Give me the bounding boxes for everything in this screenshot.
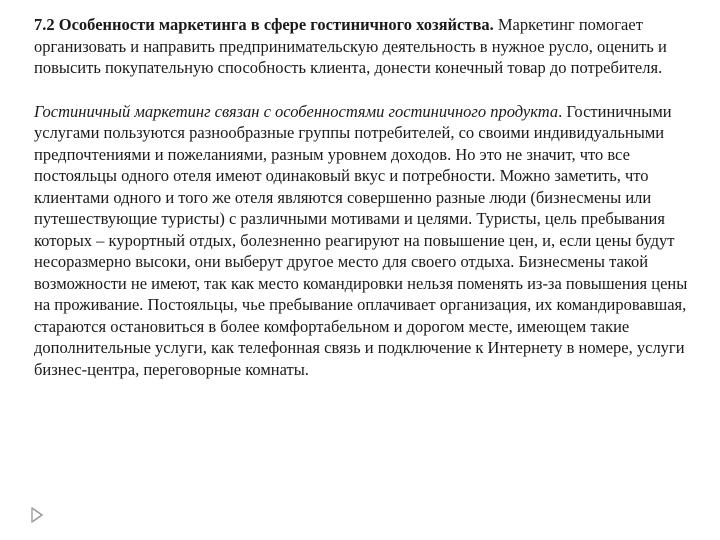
intro-text: Маркетинг помогает организовать и направить предпринимательскую деятельность в нужное русло, оценить и повысить покупательную способность клиента, донести конечный товар до потребителя. — [34, 15, 667, 77]
lead-period: . — [558, 101, 563, 121]
hotel-marketing-text: Гостиничными услугами пользуются разнообразные группы потребителей, со своими индивидуальными предпочтениями и пожеланиями, разным уровнем доходов. Но это не значит, что все постояльцы одного отеля имеют одинаковый вкус и потребности. Можно заметить, что клиентами одного и того же отеля являются совершенно разные люди (бизнесмены или путешествующие туристы) с различными мотивами и целями. Туристы, цель пребывания которых – курортный отдых, болезненно реагируют на повышение цен, и, если цены будут несоразмерно высоки, они выберут другое место для своего отдыха. Бизнесмены такой возможности не имеют, так как место командировки нельзя поменять из-за повышения цены на проживание. Постояльцы, чье пребывание оплачивает организация, их командировавшая, стараются остановиться в более комфортабельном и дорогом месте, имеющем такие дополнительные услуги, как телефонная связь и подключение к Интернету в номере, услуги бизнес-центра, переговорные комнаты. — [34, 101, 688, 379]
italic-lead-sentence: Гостиничный маркетинг связан с особенностями гостиничного продукта — [34, 101, 559, 121]
section-heading: 7.2 Особенности маркетинга в сфере гостиничного хозяйства. — [34, 15, 494, 34]
triangle-arrow-icon[interactable] — [30, 506, 44, 524]
paragraph-hotel-marketing — [34, 101, 706, 381]
paragraph-marketing-intro — [34, 14, 706, 79]
